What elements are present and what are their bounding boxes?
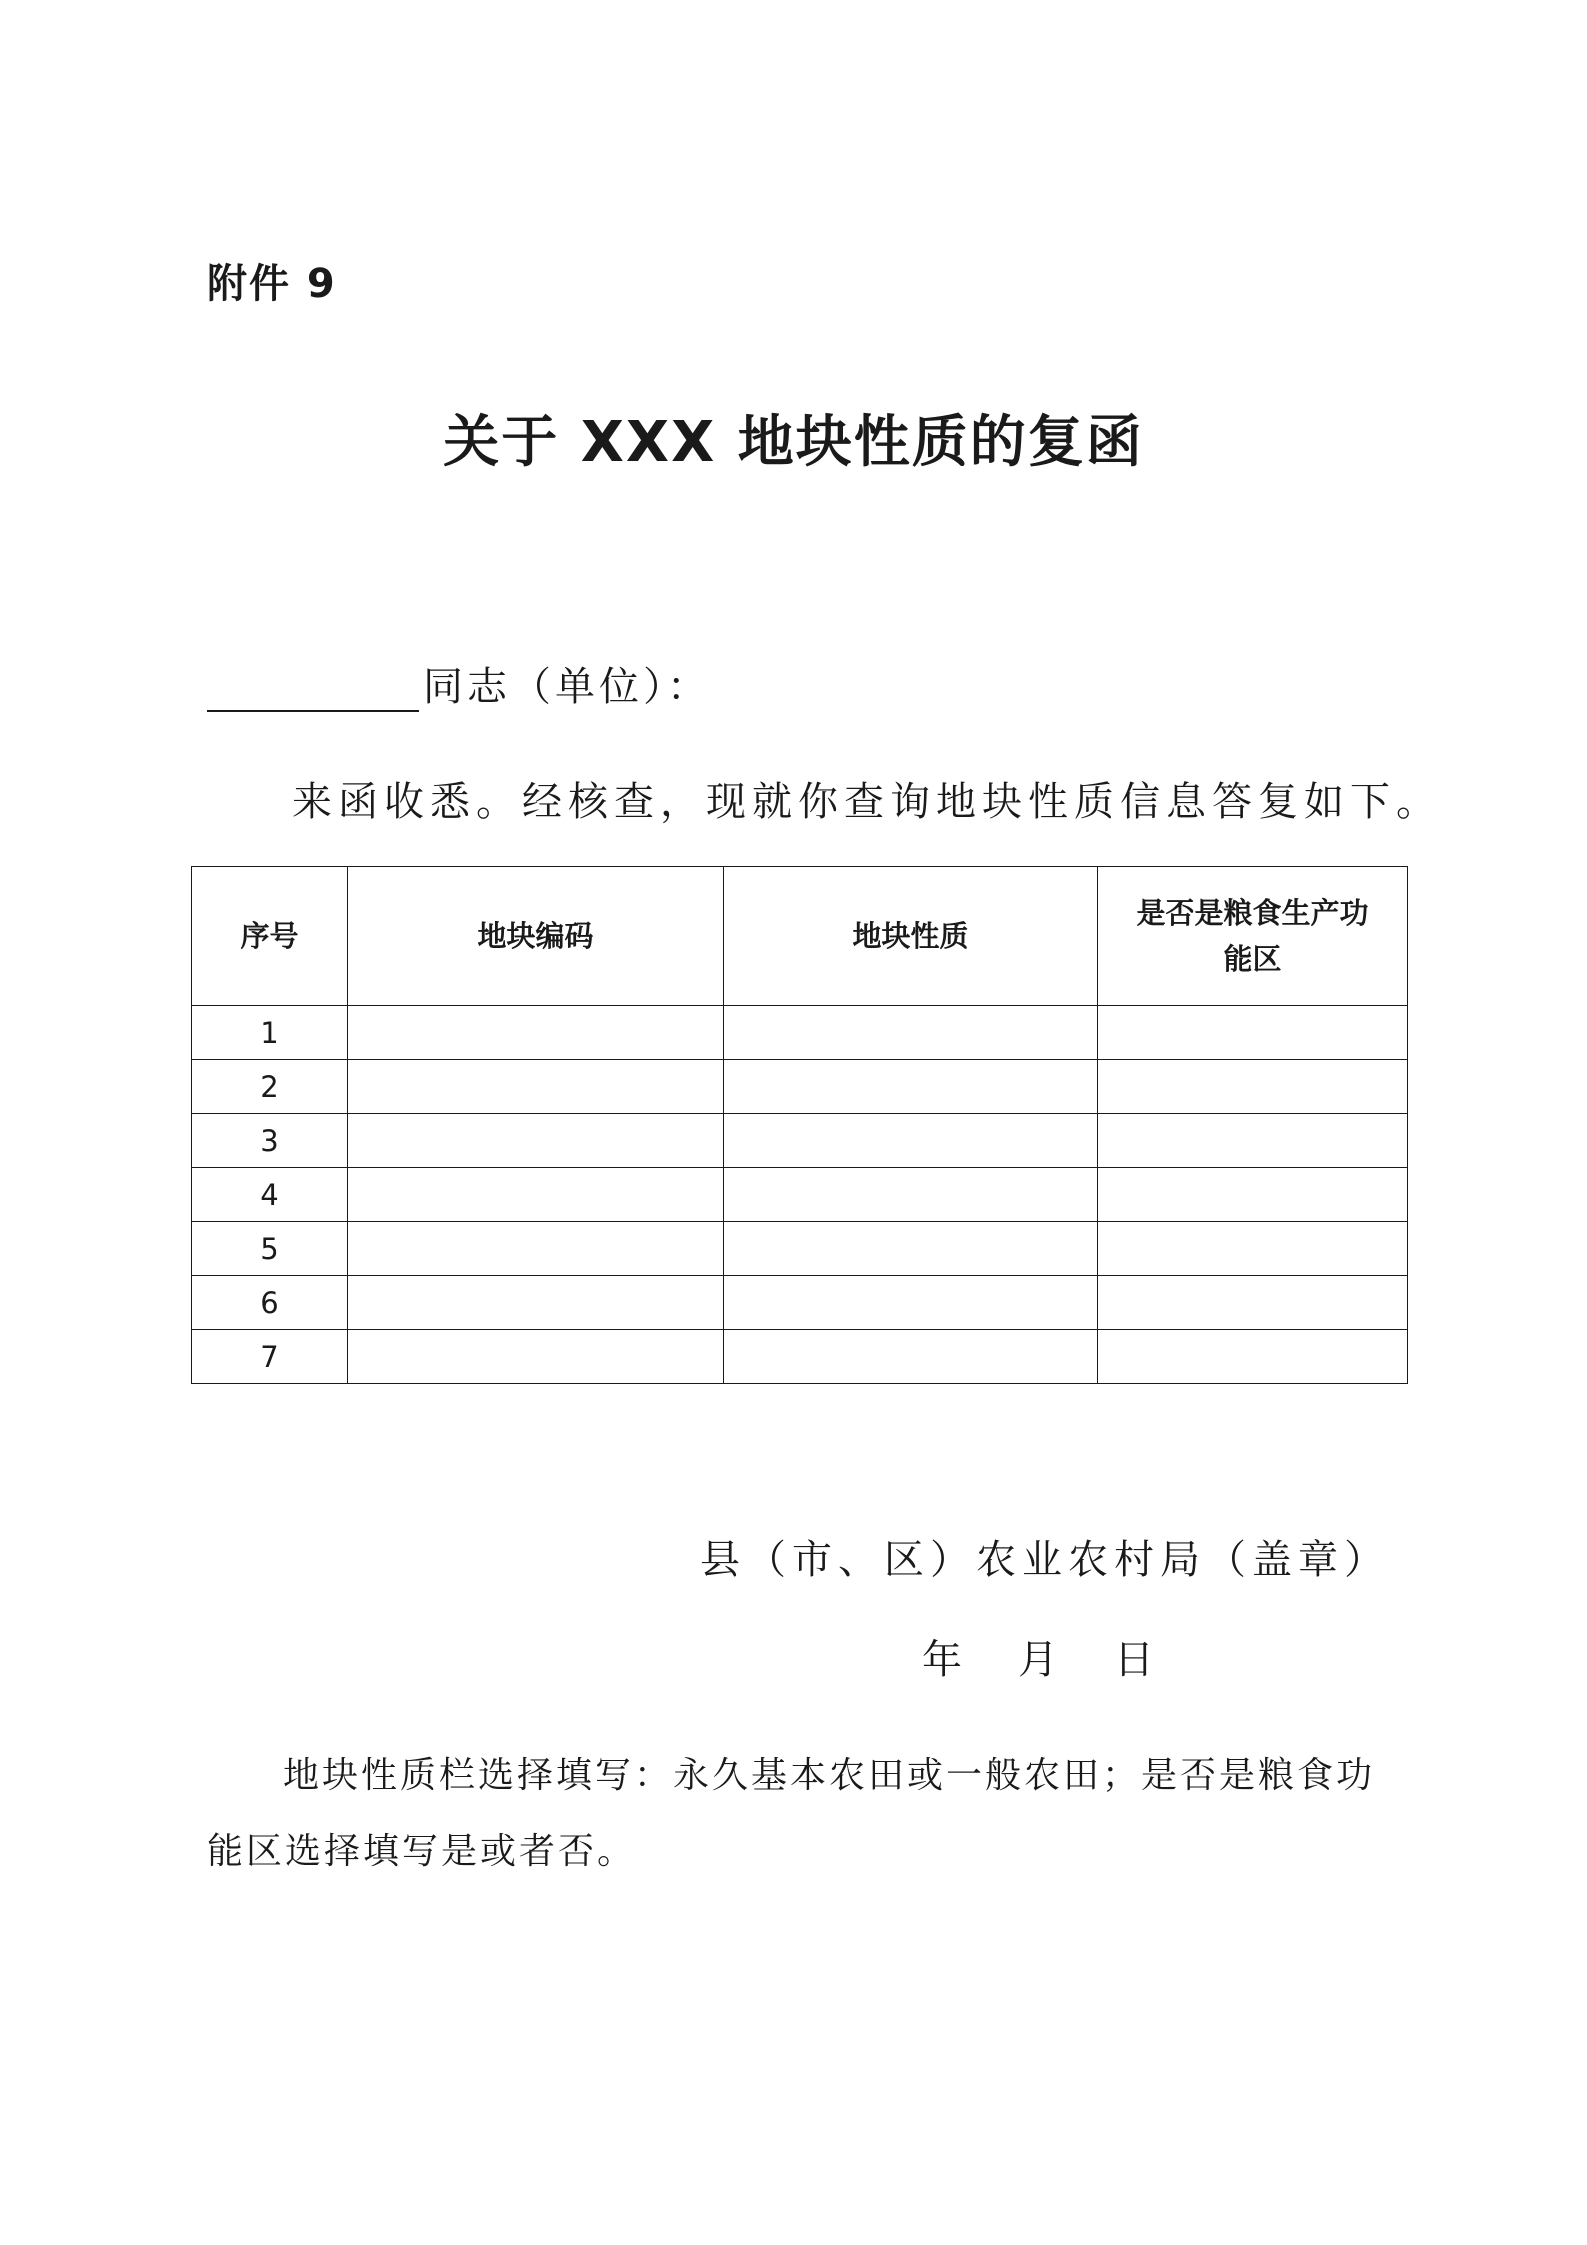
- table-row: [192, 1114, 1408, 1168]
- cell-plot-code: [348, 1330, 724, 1384]
- cell-plot-nature: [724, 1330, 1098, 1384]
- cell-plot-nature: [724, 1114, 1098, 1168]
- cell-grain-zone: [1098, 1222, 1408, 1276]
- header-index: 序号: [192, 867, 348, 1006]
- cell-grain-zone: [1098, 1060, 1408, 1114]
- date-day: 日: [1114, 1637, 1154, 1683]
- document-title: 关于 XXX 地块性质的复函: [443, 410, 1144, 475]
- date-month: 月: [1018, 1637, 1058, 1683]
- cell-index: 5: [192, 1222, 348, 1276]
- header-plot-code: 地块编码: [348, 867, 724, 1006]
- cell-grain-zone: [1098, 1168, 1408, 1222]
- table-row: [192, 1330, 1408, 1384]
- table-header-row: [192, 867, 1408, 1006]
- cell-index: 4: [192, 1168, 348, 1222]
- intro-paragraph: 来函收悉。经核查，现就你查询地块性质信息答复如下。: [292, 779, 1442, 825]
- table-row: [192, 1168, 1408, 1222]
- salutation-text: 同志（单位）：: [423, 664, 711, 710]
- cell-index: 7: [192, 1330, 348, 1384]
- table-row: [192, 1222, 1408, 1276]
- header-grain-zone: [1098, 867, 1408, 1006]
- cell-plot-nature: [724, 1006, 1098, 1060]
- attachment-label: 附件 9: [207, 261, 337, 307]
- cell-plot-nature: [724, 1168, 1098, 1222]
- header-grain-zone-text: 是否是粮食生产功能区: [1136, 896, 1369, 976]
- cell-plot-code: [348, 1060, 724, 1114]
- filling-note: 地块性质栏选择填写：永久基本农田或一般农田；是否是粮食功能区选择填写是或者否。: [207, 1755, 1376, 1872]
- cell-plot-code: [348, 1114, 724, 1168]
- salutation: [207, 655, 711, 712]
- cell-plot-code: [348, 1168, 724, 1222]
- date-line: [922, 1628, 1154, 1685]
- cell-plot-code: [348, 1222, 724, 1276]
- cell-plot-nature: [724, 1222, 1098, 1276]
- cell-grain-zone: [1098, 1276, 1408, 1330]
- recipient-blank-line: [207, 670, 419, 712]
- cell-index: 1: [192, 1006, 348, 1060]
- issuer-signature: 县（市、区）农业农村局（盖章）: [700, 1537, 1390, 1583]
- cell-index: 3: [192, 1114, 348, 1168]
- plot-info-table: [191, 866, 1408, 1384]
- table-row: [192, 1276, 1408, 1330]
- cell-index: 6: [192, 1276, 348, 1330]
- header-plot-nature: 地块性质: [724, 867, 1098, 1006]
- cell-plot-nature: [724, 1276, 1098, 1330]
- cell-plot-nature: [724, 1060, 1098, 1114]
- cell-plot-code: [348, 1276, 724, 1330]
- cell-plot-code: [348, 1006, 724, 1060]
- table-row: [192, 1006, 1408, 1060]
- cell-grain-zone: [1098, 1114, 1408, 1168]
- cell-grain-zone: [1098, 1330, 1408, 1384]
- cell-index: 2: [192, 1060, 348, 1114]
- date-year: 年: [922, 1637, 962, 1683]
- table-row: [192, 1060, 1408, 1114]
- cell-grain-zone: [1098, 1006, 1408, 1060]
